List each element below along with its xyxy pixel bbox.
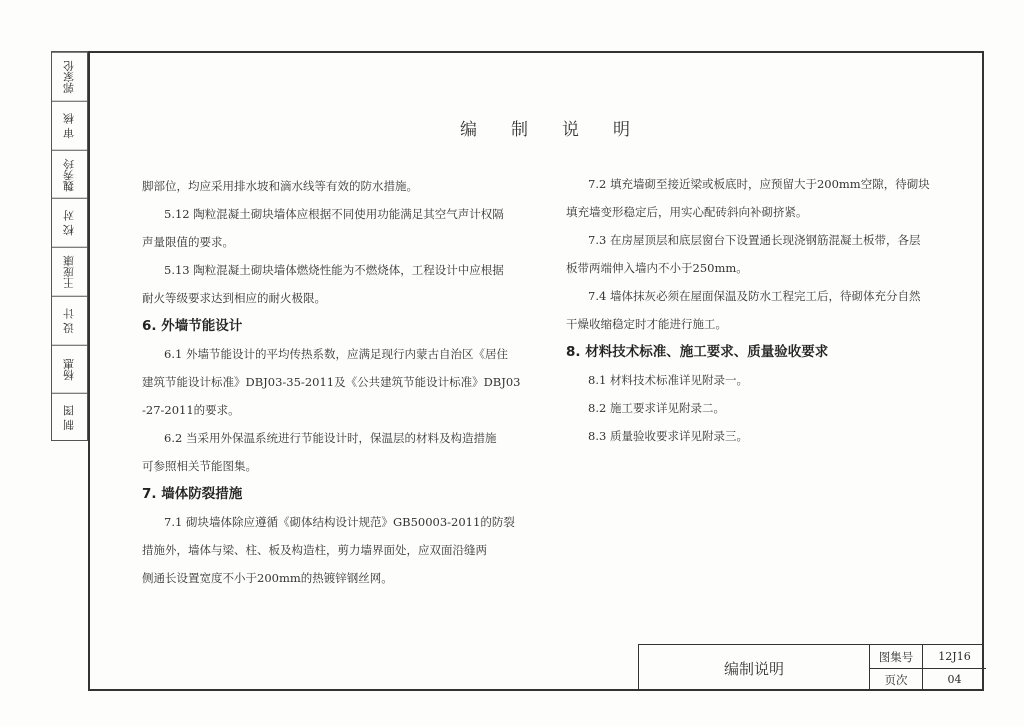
text-line: 5.13 陶粒混凝土砌块墙体燃烧性能为不燃烧体，工程设计中应根据	[164, 263, 504, 277]
text-line: 8.2 施工要求详见附录二。	[588, 401, 725, 415]
side-panel-cell: 制 图	[52, 393, 87, 442]
text-line: 干燥收缩稳定时才能进行施工。	[566, 317, 727, 331]
text-line: 措施外，墙体与梁、柱、板及构造柱，剪力墙界面处，应双面沿缝两	[142, 543, 487, 557]
text-line: 6.1 外墙节能设计的平均传热系数，应满足现行内蒙古自治区《居住	[164, 347, 508, 361]
atlas-number-label: 图集号	[870, 645, 923, 668]
text-line: 建筑节能设计标准》DBJ03-35-2011及《公共建筑节能设计标准》DBJ03	[142, 375, 521, 389]
text-line: 可参照相关节能图集。	[142, 459, 257, 473]
side-panel-cell: 设 计	[52, 296, 87, 345]
side-panel-cell: 王庞康	[52, 247, 87, 296]
right-text-column	[566, 170, 938, 450]
section-heading: 7. 墙体防裂措施	[142, 486, 243, 502]
section-heading: 6. 外墙节能设计	[142, 318, 243, 334]
atlas-number-value: 12J16	[938, 650, 971, 663]
text-line: 侧通长设置宽度不小于200mm的热镀锌钢丝网。	[142, 571, 393, 585]
page-number-label: 页次	[870, 668, 923, 691]
text-line: 填充墙变形稳定后，用实心配砖斜向补砌挤紧。	[566, 205, 808, 219]
text-line: 脚部位，均应采用排水坡和滴水线等有效的防水措施。	[142, 179, 418, 193]
title-block-grid	[869, 645, 986, 691]
text-line: -27-2011的要求。	[142, 403, 240, 417]
page-title: 编制说明	[460, 120, 664, 140]
text-line: 6.2 当采用外保温系统进行节能设计时，保温层的材料及构造措施	[164, 431, 497, 445]
text-line: 7.3 在房屋顶层和底层窗台下设置通长现浇钢筋混凝土板带，各层	[588, 233, 921, 247]
side-panel-cell: 魏秀玲	[52, 150, 87, 199]
side-panel-cell: 校 对	[52, 198, 87, 247]
text-line: 7.1 砌块墙体除应遵循《砌体结构设计规范》GB50003-2011的防裂	[164, 515, 515, 529]
title-block-name: 编制说明	[723, 659, 784, 678]
text-line: 7.4 墙体抹灰必须在屋面保温及防水工程完工后，待砌体充分自然	[588, 289, 921, 303]
text-line: 声量限值的要求。	[142, 235, 234, 249]
left-text-column	[142, 172, 532, 592]
section-heading: 8. 材料技术标准、施工要求、质量验收要求	[566, 344, 829, 360]
text-line: 板带两端伸入墙内不小于250mm。	[566, 261, 748, 275]
text-line: 5.12 陶粒混凝土砌块墙体应根据不同使用功能满足其空气声计权隔	[164, 207, 504, 221]
text-line: 耐火等级要求达到相应的耐火极限。	[142, 291, 326, 305]
approval-side-panel	[51, 51, 88, 441]
side-panel-cell: 郭家伦	[52, 52, 87, 101]
text-line: 8.3 质量验收要求详见附录三。	[588, 429, 748, 443]
side-panel-cell: 杨惠	[52, 345, 87, 394]
page-number-value: 04	[947, 673, 962, 686]
text-line: 8.1 材料技术标准详见附录一。	[588, 373, 748, 387]
title-block	[638, 644, 984, 691]
text-line: 7.2 填充墙砌至接近梁或板底时，应预留大于200mm空隙，待砌块	[588, 177, 930, 191]
side-panel-cell: 审 核	[52, 101, 87, 150]
